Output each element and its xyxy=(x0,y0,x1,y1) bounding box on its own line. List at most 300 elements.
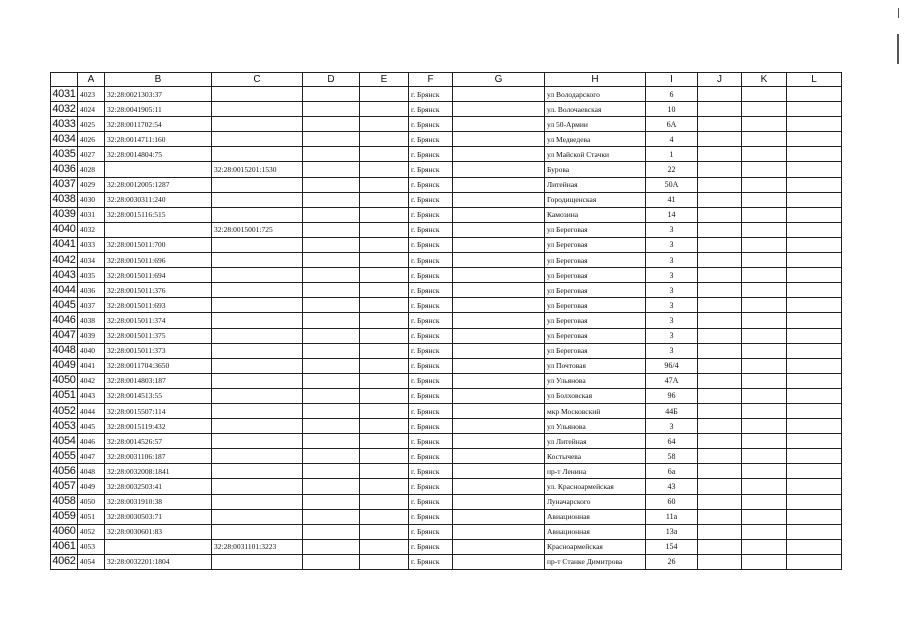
cell-a[interactable]: 4053 xyxy=(78,539,105,554)
cell-e[interactable] xyxy=(360,117,409,132)
row-number[interactable]: 4050 xyxy=(51,373,78,388)
cell-g[interactable] xyxy=(453,373,545,388)
cell-a[interactable]: 4047 xyxy=(78,449,105,464)
cell-c[interactable] xyxy=(212,419,303,434)
cell-l[interactable] xyxy=(787,222,842,237)
cell-j[interactable] xyxy=(698,192,742,207)
cell-k[interactable] xyxy=(742,419,787,434)
row-number[interactable]: 4051 xyxy=(51,388,78,403)
cell-g[interactable] xyxy=(453,132,545,147)
cell-e[interactable] xyxy=(360,102,409,117)
cell-a[interactable]: 4045 xyxy=(78,419,105,434)
cell-e[interactable] xyxy=(360,192,409,207)
cell-f[interactable]: г. Брянск xyxy=(409,268,453,283)
cell-e[interactable] xyxy=(360,87,409,102)
cell-b[interactable] xyxy=(105,539,212,554)
cell-g[interactable] xyxy=(453,434,545,449)
cell-d[interactable] xyxy=(303,509,360,524)
cell-k[interactable] xyxy=(742,253,787,268)
cell-g[interactable] xyxy=(453,222,545,237)
cell-f[interactable]: г. Брянск xyxy=(409,509,453,524)
cell-k[interactable] xyxy=(742,237,787,252)
cell-j[interactable] xyxy=(698,328,742,343)
cell-c[interactable] xyxy=(212,373,303,388)
cell-k[interactable] xyxy=(742,283,787,298)
cell-b[interactable]: 32:28:0015119:432 xyxy=(105,419,212,434)
cell-a[interactable]: 4034 xyxy=(78,253,105,268)
cell-j[interactable] xyxy=(698,494,742,509)
cell-j[interactable] xyxy=(698,132,742,147)
column-header-a[interactable]: A xyxy=(78,73,105,87)
cell-f[interactable]: г. Брянск xyxy=(409,419,453,434)
cell-c[interactable] xyxy=(212,192,303,207)
cell-e[interactable] xyxy=(360,509,409,524)
row-number[interactable]: 4046 xyxy=(51,313,78,328)
row-number[interactable]: 4048 xyxy=(51,343,78,358)
cell-h[interactable]: ул Медведева xyxy=(545,132,646,147)
cell-g[interactable] xyxy=(453,524,545,539)
cell-c[interactable]: 32:28:0015201:1530 xyxy=(212,162,303,177)
cell-d[interactable] xyxy=(303,494,360,509)
cell-l[interactable] xyxy=(787,358,842,373)
cell-e[interactable] xyxy=(360,479,409,494)
cell-l[interactable] xyxy=(787,207,842,222)
cell-b[interactable]: 32:28:0030503:71 xyxy=(105,509,212,524)
cell-b[interactable]: 32:28:0015011:694 xyxy=(105,268,212,283)
cell-h[interactable]: Авиационная xyxy=(545,509,646,524)
column-header-d[interactable]: D xyxy=(303,73,360,87)
cell-k[interactable] xyxy=(742,494,787,509)
cell-d[interactable] xyxy=(303,147,360,162)
cell-b[interactable]: 32:28:0030311:240 xyxy=(105,192,212,207)
cell-e[interactable] xyxy=(360,419,409,434)
cell-e[interactable] xyxy=(360,222,409,237)
cell-g[interactable] xyxy=(453,449,545,464)
cell-b[interactable]: 32:28:0014711:160 xyxy=(105,132,212,147)
cell-g[interactable] xyxy=(453,358,545,373)
cell-i[interactable]: 58 xyxy=(646,449,698,464)
row-number[interactable]: 4040 xyxy=(51,222,78,237)
cell-k[interactable] xyxy=(742,298,787,313)
cell-k[interactable] xyxy=(742,388,787,403)
cell-l[interactable] xyxy=(787,509,842,524)
cell-a[interactable]: 4027 xyxy=(78,147,105,162)
cell-a[interactable]: 4029 xyxy=(78,177,105,192)
cell-h[interactable]: Литейная xyxy=(545,177,646,192)
cell-f[interactable]: г. Брянск xyxy=(409,207,453,222)
cell-h[interactable]: пр-т Станке Димитрова xyxy=(545,554,646,569)
cell-g[interactable] xyxy=(453,102,545,117)
cell-j[interactable] xyxy=(698,253,742,268)
column-header-e[interactable]: E xyxy=(360,73,409,87)
cell-h[interactable]: ул Ульянова xyxy=(545,373,646,388)
row-number[interactable]: 4032 xyxy=(51,102,78,117)
cell-j[interactable] xyxy=(698,298,742,313)
row-number[interactable]: 4052 xyxy=(51,403,78,418)
cell-d[interactable] xyxy=(303,87,360,102)
cell-f[interactable]: г. Брянск xyxy=(409,539,453,554)
column-header-i[interactable]: I xyxy=(646,73,698,87)
cell-a[interactable]: 4049 xyxy=(78,479,105,494)
cell-b[interactable]: 32:28:0031106:187 xyxy=(105,449,212,464)
cell-h[interactable]: ул. Волочаевская xyxy=(545,102,646,117)
cell-l[interactable] xyxy=(787,177,842,192)
cell-e[interactable] xyxy=(360,147,409,162)
cell-i[interactable]: 47А xyxy=(646,373,698,388)
cell-f[interactable]: г. Брянск xyxy=(409,464,453,479)
cell-b[interactable]: 32:28:0011702:54 xyxy=(105,117,212,132)
cell-d[interactable] xyxy=(303,343,360,358)
cell-k[interactable] xyxy=(742,403,787,418)
cell-b[interactable]: 32:28:0014526:57 xyxy=(105,434,212,449)
row-number[interactable]: 4056 xyxy=(51,464,78,479)
column-header-h[interactable]: H xyxy=(545,73,646,87)
cell-h[interactable]: ул Майской Стачки xyxy=(545,147,646,162)
row-number[interactable]: 4058 xyxy=(51,494,78,509)
cell-b[interactable]: 32:28:0031910:38 xyxy=(105,494,212,509)
cell-l[interactable] xyxy=(787,87,842,102)
row-number[interactable]: 4041 xyxy=(51,237,78,252)
cell-i[interactable]: 96 xyxy=(646,388,698,403)
cell-k[interactable] xyxy=(742,509,787,524)
cell-k[interactable] xyxy=(742,162,787,177)
cell-i[interactable]: 10 xyxy=(646,102,698,117)
cell-g[interactable] xyxy=(453,87,545,102)
cell-h[interactable]: ул Почтовая xyxy=(545,358,646,373)
cell-e[interactable] xyxy=(360,343,409,358)
cell-c[interactable] xyxy=(212,177,303,192)
cell-l[interactable] xyxy=(787,132,842,147)
cell-d[interactable] xyxy=(303,479,360,494)
cell-k[interactable] xyxy=(742,373,787,388)
cell-b[interactable]: 32:28:0015116:515 xyxy=(105,207,212,222)
cell-b[interactable]: 32:28:0015011:375 xyxy=(105,328,212,343)
cell-l[interactable] xyxy=(787,539,842,554)
cell-a[interactable]: 4041 xyxy=(78,358,105,373)
cell-e[interactable] xyxy=(360,313,409,328)
cell-k[interactable] xyxy=(742,192,787,207)
cell-a[interactable]: 4048 xyxy=(78,464,105,479)
cell-d[interactable] xyxy=(303,162,360,177)
cell-l[interactable] xyxy=(787,283,842,298)
cell-k[interactable] xyxy=(742,177,787,192)
cell-a[interactable]: 4024 xyxy=(78,102,105,117)
cell-b[interactable] xyxy=(105,162,212,177)
row-number[interactable]: 4059 xyxy=(51,509,78,524)
cell-k[interactable] xyxy=(742,147,787,162)
cell-f[interactable]: г. Брянск xyxy=(409,192,453,207)
cell-c[interactable] xyxy=(212,283,303,298)
cell-j[interactable] xyxy=(698,313,742,328)
cell-h[interactable]: ул Болховская xyxy=(545,388,646,403)
cell-g[interactable] xyxy=(453,479,545,494)
cell-a[interactable]: 4030 xyxy=(78,192,105,207)
cell-a[interactable]: 4023 xyxy=(78,87,105,102)
cell-d[interactable] xyxy=(303,253,360,268)
cell-i[interactable]: 3 xyxy=(646,268,698,283)
cell-c[interactable]: 32:28:0015001:725 xyxy=(212,222,303,237)
cell-k[interactable] xyxy=(742,449,787,464)
cell-c[interactable] xyxy=(212,237,303,252)
cell-a[interactable]: 4033 xyxy=(78,237,105,252)
cell-j[interactable] xyxy=(698,403,742,418)
cell-k[interactable] xyxy=(742,313,787,328)
cell-b[interactable] xyxy=(105,222,212,237)
cell-l[interactable] xyxy=(787,524,842,539)
cell-e[interactable] xyxy=(360,403,409,418)
cell-d[interactable] xyxy=(303,283,360,298)
cell-a[interactable]: 4025 xyxy=(78,117,105,132)
cell-j[interactable] xyxy=(698,554,742,569)
cell-g[interactable] xyxy=(453,343,545,358)
cell-d[interactable] xyxy=(303,554,360,569)
cell-i[interactable]: 96/4 xyxy=(646,358,698,373)
cell-h[interactable]: ул Береговая xyxy=(545,328,646,343)
cell-f[interactable]: г. Брянск xyxy=(409,403,453,418)
cell-a[interactable]: 4035 xyxy=(78,268,105,283)
cell-f[interactable]: г. Брянск xyxy=(409,358,453,373)
cell-h[interactable]: ул Ульянова xyxy=(545,419,646,434)
cell-c[interactable] xyxy=(212,449,303,464)
cell-l[interactable] xyxy=(787,192,842,207)
cell-a[interactable]: 4036 xyxy=(78,283,105,298)
row-number[interactable]: 4034 xyxy=(51,132,78,147)
cell-j[interactable] xyxy=(698,388,742,403)
cell-c[interactable] xyxy=(212,117,303,132)
cell-l[interactable] xyxy=(787,554,842,569)
cell-d[interactable] xyxy=(303,132,360,147)
cell-j[interactable] xyxy=(698,207,742,222)
column-header-c[interactable]: C xyxy=(212,73,303,87)
cell-c[interactable] xyxy=(212,554,303,569)
cell-k[interactable] xyxy=(742,343,787,358)
cell-j[interactable] xyxy=(698,358,742,373)
cell-j[interactable] xyxy=(698,479,742,494)
cell-b[interactable]: 32:28:0015011:693 xyxy=(105,298,212,313)
cell-h[interactable]: мкр Московский xyxy=(545,403,646,418)
cell-j[interactable] xyxy=(698,222,742,237)
row-number[interactable]: 4036 xyxy=(51,162,78,177)
cell-l[interactable] xyxy=(787,162,842,177)
cell-h[interactable]: Камозина xyxy=(545,207,646,222)
cell-c[interactable] xyxy=(212,253,303,268)
cell-d[interactable] xyxy=(303,403,360,418)
cell-l[interactable] xyxy=(787,388,842,403)
cell-i[interactable]: 60 xyxy=(646,494,698,509)
cell-h[interactable]: ул Литейная xyxy=(545,434,646,449)
row-number[interactable]: 4044 xyxy=(51,283,78,298)
cell-j[interactable] xyxy=(698,147,742,162)
cell-e[interactable] xyxy=(360,132,409,147)
cell-j[interactable] xyxy=(698,449,742,464)
row-number[interactable]: 4042 xyxy=(51,253,78,268)
cell-h[interactable]: Авиационная xyxy=(545,524,646,539)
row-number[interactable]: 4054 xyxy=(51,434,78,449)
cell-c[interactable] xyxy=(212,207,303,222)
cell-c[interactable] xyxy=(212,464,303,479)
cell-k[interactable] xyxy=(742,328,787,343)
cell-l[interactable] xyxy=(787,253,842,268)
row-number[interactable]: 4047 xyxy=(51,328,78,343)
cell-c[interactable] xyxy=(212,494,303,509)
cell-i[interactable]: 22 xyxy=(646,162,698,177)
cell-b[interactable]: 32:28:0032008:1841 xyxy=(105,464,212,479)
cell-i[interactable]: 3 xyxy=(646,298,698,313)
cell-j[interactable] xyxy=(698,373,742,388)
cell-e[interactable] xyxy=(360,539,409,554)
row-number[interactable]: 4035 xyxy=(51,147,78,162)
cell-d[interactable] xyxy=(303,298,360,313)
cell-e[interactable] xyxy=(360,554,409,569)
cell-h[interactable]: Костычева xyxy=(545,449,646,464)
cell-i[interactable]: 13а xyxy=(646,524,698,539)
cell-c[interactable] xyxy=(212,479,303,494)
cell-g[interactable] xyxy=(453,464,545,479)
cell-k[interactable] xyxy=(742,132,787,147)
cell-g[interactable] xyxy=(453,509,545,524)
cell-d[interactable] xyxy=(303,464,360,479)
cell-g[interactable] xyxy=(453,253,545,268)
cell-g[interactable] xyxy=(453,554,545,569)
cell-b[interactable]: 32:28:0041905:11 xyxy=(105,102,212,117)
cell-a[interactable]: 4038 xyxy=(78,313,105,328)
cell-k[interactable] xyxy=(742,358,787,373)
cell-j[interactable] xyxy=(698,117,742,132)
cell-b[interactable]: 32:28:0015011:376 xyxy=(105,283,212,298)
cell-b[interactable]: 32:28:0015011:696 xyxy=(105,253,212,268)
cell-h[interactable]: ул Береговая xyxy=(545,268,646,283)
cell-i[interactable]: 154 xyxy=(646,539,698,554)
cell-d[interactable] xyxy=(303,524,360,539)
cell-j[interactable] xyxy=(698,434,742,449)
cell-g[interactable] xyxy=(453,313,545,328)
cell-b[interactable]: 32:28:0014804:75 xyxy=(105,147,212,162)
cell-d[interactable] xyxy=(303,117,360,132)
cell-a[interactable]: 4028 xyxy=(78,162,105,177)
cell-k[interactable] xyxy=(742,117,787,132)
cell-g[interactable] xyxy=(453,117,545,132)
cell-i[interactable]: 6А xyxy=(646,117,698,132)
cell-a[interactable]: 4054 xyxy=(78,554,105,569)
cell-e[interactable] xyxy=(360,253,409,268)
cell-d[interactable] xyxy=(303,313,360,328)
cell-e[interactable] xyxy=(360,283,409,298)
cell-d[interactable] xyxy=(303,222,360,237)
cell-g[interactable] xyxy=(453,177,545,192)
cell-h[interactable]: ул Береговая xyxy=(545,237,646,252)
cell-h[interactable]: ул Володарского xyxy=(545,87,646,102)
cell-j[interactable] xyxy=(698,509,742,524)
cell-l[interactable] xyxy=(787,237,842,252)
row-number[interactable]: 4055 xyxy=(51,449,78,464)
cell-a[interactable]: 4032 xyxy=(78,222,105,237)
cell-e[interactable] xyxy=(360,298,409,313)
cell-i[interactable]: 14 xyxy=(646,207,698,222)
cell-f[interactable]: г. Брянск xyxy=(409,479,453,494)
cell-d[interactable] xyxy=(303,419,360,434)
cell-i[interactable]: 64 xyxy=(646,434,698,449)
cell-i[interactable]: 3 xyxy=(646,343,698,358)
cell-c[interactable] xyxy=(212,87,303,102)
cell-f[interactable]: г. Брянск xyxy=(409,162,453,177)
cell-h[interactable]: Луначарского xyxy=(545,494,646,509)
cell-g[interactable] xyxy=(453,539,545,554)
cell-b[interactable]: 32:28:0011704:3650 xyxy=(105,358,212,373)
cell-f[interactable]: г. Брянск xyxy=(409,253,453,268)
cell-e[interactable] xyxy=(360,328,409,343)
cell-f[interactable]: г. Брянск xyxy=(409,298,453,313)
cell-h[interactable]: Бурова xyxy=(545,162,646,177)
row-number[interactable]: 4039 xyxy=(51,207,78,222)
cell-j[interactable] xyxy=(698,419,742,434)
cell-h[interactable]: Красноармейская xyxy=(545,539,646,554)
cell-e[interactable] xyxy=(360,268,409,283)
cell-e[interactable] xyxy=(360,373,409,388)
cell-k[interactable] xyxy=(742,222,787,237)
cell-c[interactable] xyxy=(212,343,303,358)
cell-b[interactable]: 32:28:0032201:1804 xyxy=(105,554,212,569)
cell-c[interactable] xyxy=(212,147,303,162)
cell-d[interactable] xyxy=(303,268,360,283)
cell-l[interactable] xyxy=(787,313,842,328)
cell-h[interactable]: пр-т Ленина xyxy=(545,464,646,479)
cell-h[interactable]: ул. Красноармейская xyxy=(545,479,646,494)
cell-e[interactable] xyxy=(360,524,409,539)
column-header-g[interactable]: G xyxy=(453,73,545,87)
cell-j[interactable] xyxy=(698,343,742,358)
cell-f[interactable]: г. Брянск xyxy=(409,222,453,237)
cell-f[interactable]: г. Брянск xyxy=(409,388,453,403)
cell-h[interactable]: ул Береговая xyxy=(545,298,646,313)
cell-c[interactable] xyxy=(212,102,303,117)
cell-i[interactable]: 3 xyxy=(646,237,698,252)
cell-l[interactable] xyxy=(787,328,842,343)
cell-d[interactable] xyxy=(303,177,360,192)
cell-f[interactable]: г. Брянск xyxy=(409,87,453,102)
cell-d[interactable] xyxy=(303,434,360,449)
cell-c[interactable] xyxy=(212,268,303,283)
cell-i[interactable]: 3 xyxy=(646,283,698,298)
cell-a[interactable]: 4052 xyxy=(78,524,105,539)
cell-l[interactable] xyxy=(787,102,842,117)
corner-cell[interactable] xyxy=(51,73,78,87)
cell-b[interactable]: 32:28:0015507:114 xyxy=(105,403,212,418)
cell-c[interactable] xyxy=(212,298,303,313)
cell-a[interactable]: 4050 xyxy=(78,494,105,509)
cell-c[interactable]: 32:28:0031101:3223 xyxy=(212,539,303,554)
cell-e[interactable] xyxy=(360,434,409,449)
cell-l[interactable] xyxy=(787,298,842,313)
cell-k[interactable] xyxy=(742,524,787,539)
cell-d[interactable] xyxy=(303,358,360,373)
cell-d[interactable] xyxy=(303,207,360,222)
cell-g[interactable] xyxy=(453,162,545,177)
cell-c[interactable] xyxy=(212,132,303,147)
row-number[interactable]: 4049 xyxy=(51,358,78,373)
column-header-k[interactable]: K xyxy=(742,73,787,87)
cell-g[interactable] xyxy=(453,494,545,509)
cell-l[interactable] xyxy=(787,373,842,388)
cell-f[interactable]: г. Брянск xyxy=(409,313,453,328)
cell-j[interactable] xyxy=(698,268,742,283)
cell-g[interactable] xyxy=(453,207,545,222)
cell-d[interactable] xyxy=(303,388,360,403)
cell-a[interactable]: 4046 xyxy=(78,434,105,449)
cell-a[interactable]: 4039 xyxy=(78,328,105,343)
cell-b[interactable]: 32:28:0014803:187 xyxy=(105,373,212,388)
cell-h[interactable]: ул Береговая xyxy=(545,222,646,237)
cell-c[interactable] xyxy=(212,524,303,539)
